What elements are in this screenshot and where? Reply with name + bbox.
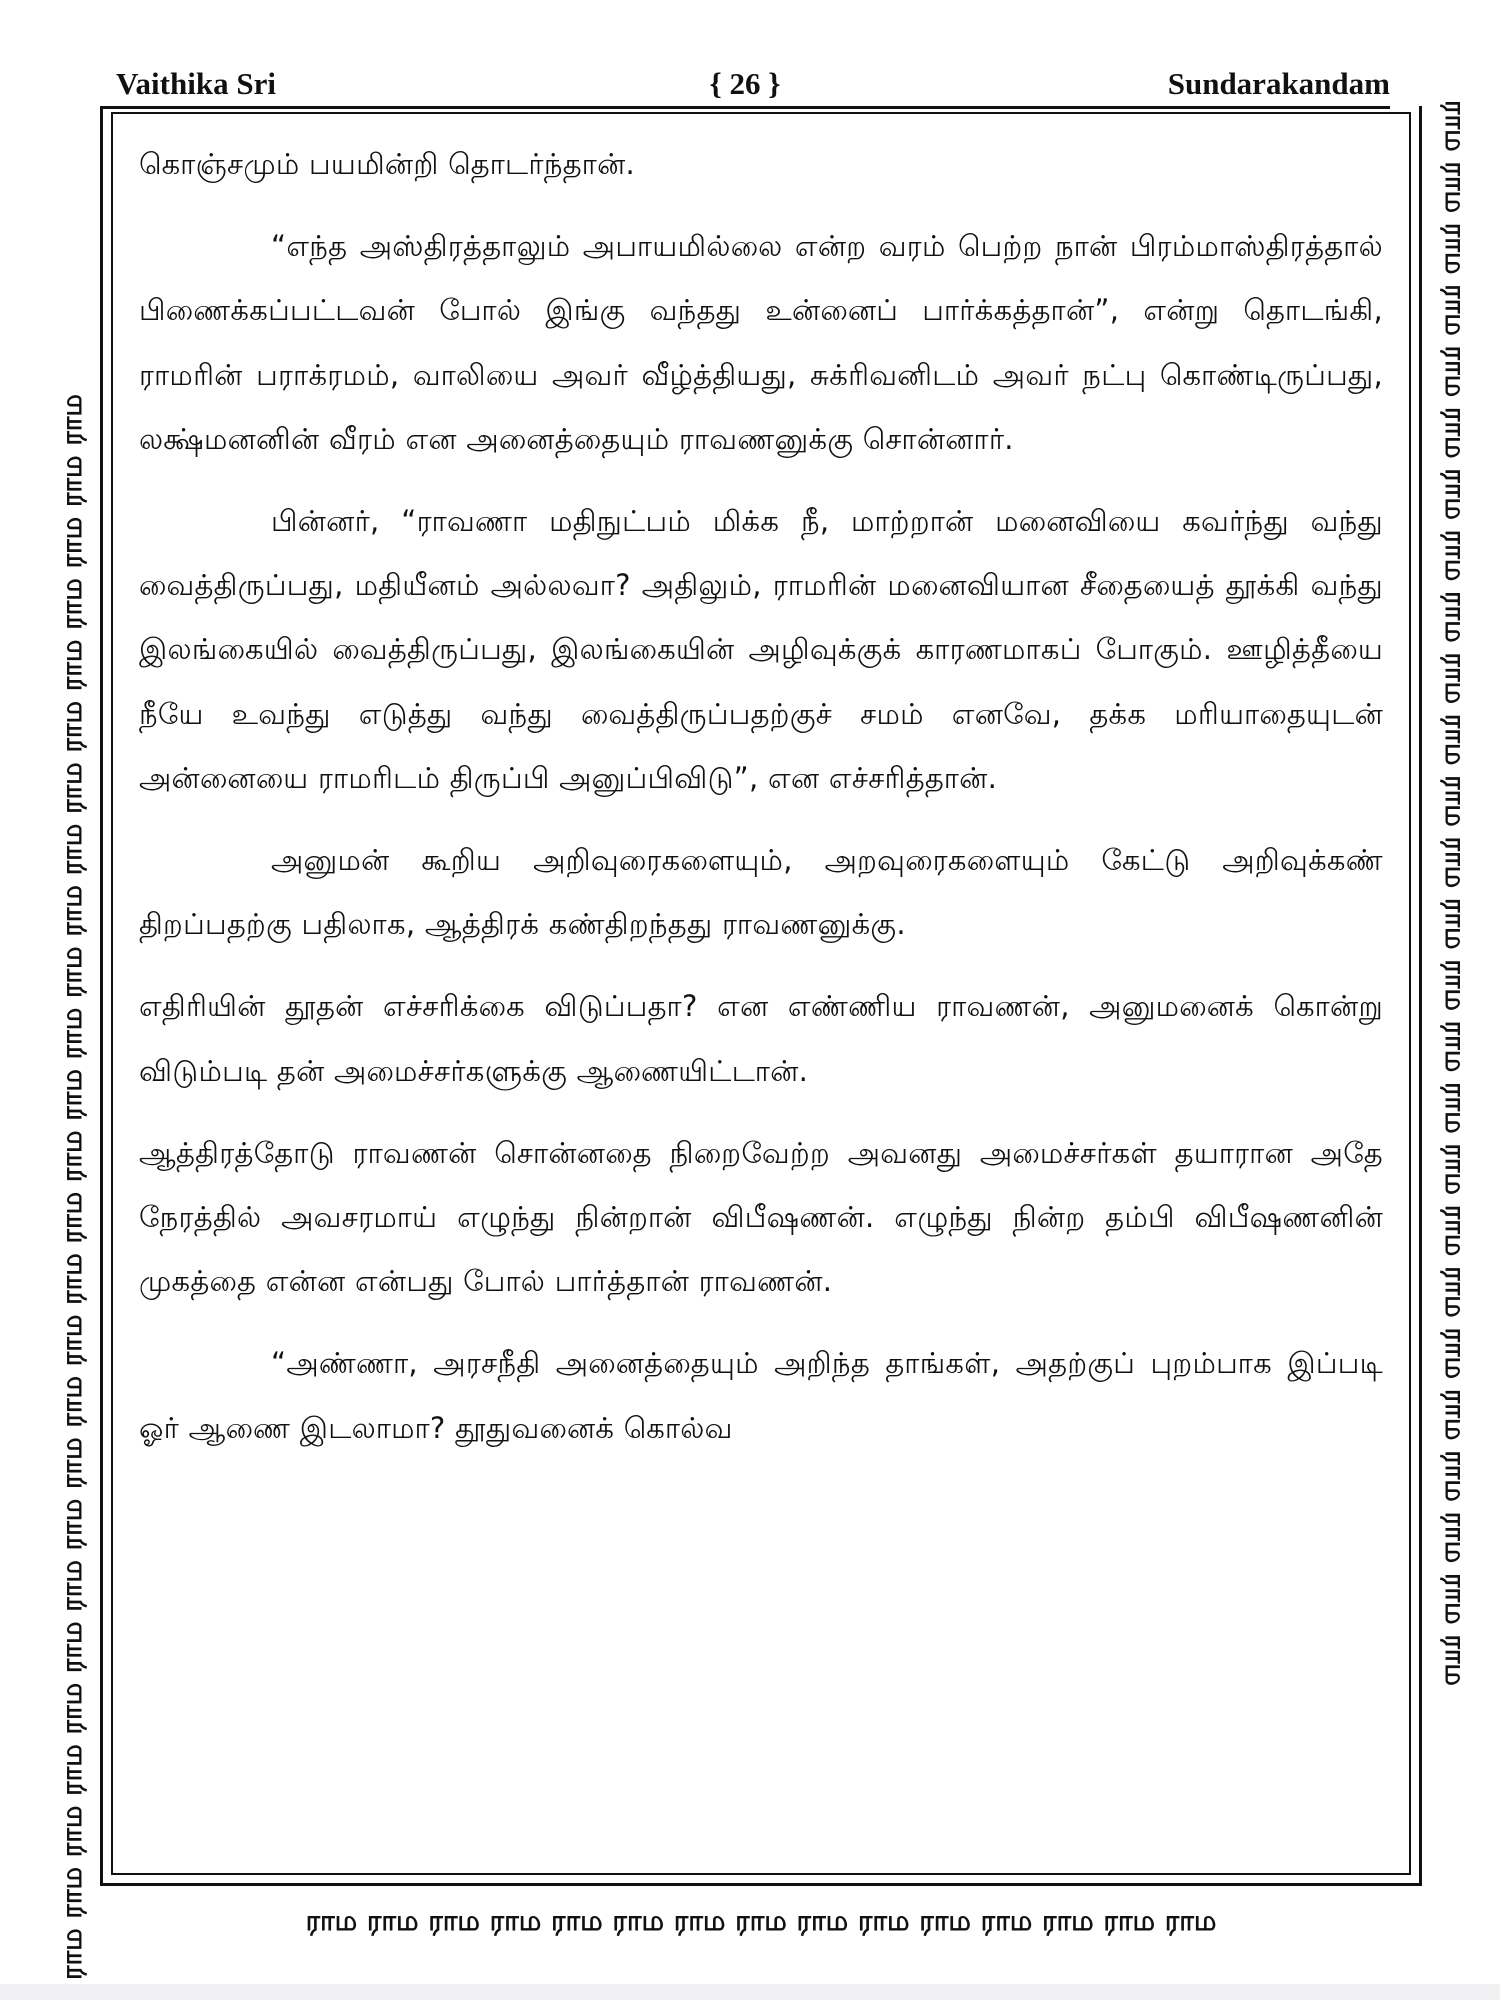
right-margin-chant: ராம ராம ராம ராம ராம ராம ராம ராம ராம ராம ராம ராம ராம ராம ராம ராம ராம ராம ராம ராம ராம ராம ராம ராம ராம ராம	[1439, 100, 1472, 1686]
paragraph-5: எதிரியின் தூதன் எச்சரிக்கை விடுப்பதா? என எண்ணிய ராவணன், அனுமனைக் கொன்று விடும்படி தன் அமைச்சர்களுக்கு ஆணையிட்டான்.	[139, 989, 1383, 1088]
left-margin-chant: ராம ராம ராம ராம ராம ராம ராம ராம ராம ராம ராம ராம ராம ராம ராம ராம ராம ராம ராம ராம ராம ராம ராம ராம ராம ராம	[55, 394, 88, 1980]
bottom-band	[0, 1984, 1500, 2000]
paragraph-3: பின்னர், “ராவணா மதிநுட்பம் மிக்க நீ, மாற்றான் மனைவியை கவர்ந்து வந்து வைத்திருப்பது, மதியீனம் அல்லவா? அதிலும், ராமரின் மனைவியான சீதையைத் தூக்கி வந்து இலங்கையில் வைத்திருப்பது, இலங்கையின் அழிவுக்குக் காரணமாகப் போகும். ஊழித்தீயை நீயே உவந்து எடுத்து வந்து வைத்திருப்பதற்குச் சமம் எனவே, தக்க மரியாதையுடன் அன்னையை ராமரிடம் திருப்பி அனுப்பிவிடு”, என எச்சரித்தான்.	[139, 504, 1383, 795]
paragraph-4: அனுமன் கூறிய அறிவுரைகளையும், அறவுரைகளையும் கேட்டு அறிவுக்கண் திறப்பதற்கு பதிலாக, ஆத்திரக் கண்திறந்தது ராவணனுக்கு.	[139, 843, 1383, 942]
paragraph-7: “அண்ணா, அரசநீதி அனைத்தையும் அறிந்த தாங்கள், அதற்குப் புறம்பாக இப்படி ஓர் ஆணை இடலாமா? தூதுவனைக் கொல்வ	[139, 1346, 1383, 1445]
page-border-frame	[100, 106, 1422, 1886]
footer-chant: ராம ராம ராம ராம ராம ராம ராம ராம ராம ராம ராம ராம ராம ராம ராம	[305, 1904, 1217, 1937]
paragraph-6: ஆத்திரத்தோடு ராவணன் சொன்னதை நிறைவேற்ற அவனது அமைச்சர்கள் தயாரான அதே நேரத்தில் அவசரமாய் எழுந்து நின்றான் விபீஷணன். எழுந்து நின்ற தம்பி விபீஷணனின் முகத்தை என்ன என்பது போல் பார்த்தான் ராவணன்.	[139, 1135, 1383, 1299]
header-title-left: Vaithika Sri	[116, 66, 276, 101]
body-text	[139, 132, 1383, 1460]
paragraph-1: கொஞ்சமும் பயமின்றி தொடர்ந்தான்.	[139, 147, 636, 181]
page-number: { 26 }	[709, 66, 781, 101]
inner-border	[111, 112, 1411, 1875]
page-header	[100, 58, 1390, 109]
paragraph-2: “எந்த அஸ்திரத்தாலும் அபாயமில்லை என்ற வரம் பெற்ற நான் பிரம்மாஸ்திரத்தால் பிணைக்கப்பட்டவன் போல் இங்கு வந்தது உன்னைப் பார்க்கத்தான்”, என்று தொடங்கி, ராமரின் பராக்ரமம், வாலியை அவர் வீழ்த்தியது, சுக்ரிவனிடம் அவர் நட்பு கொண்டிருப்பது, லக்ஷ்மனனின் வீரம் என அனைத்தையும் ராவணனுக்கு சொன்னார்.	[139, 229, 1383, 456]
header-title-right: Sundarakandam	[1167, 66, 1390, 101]
